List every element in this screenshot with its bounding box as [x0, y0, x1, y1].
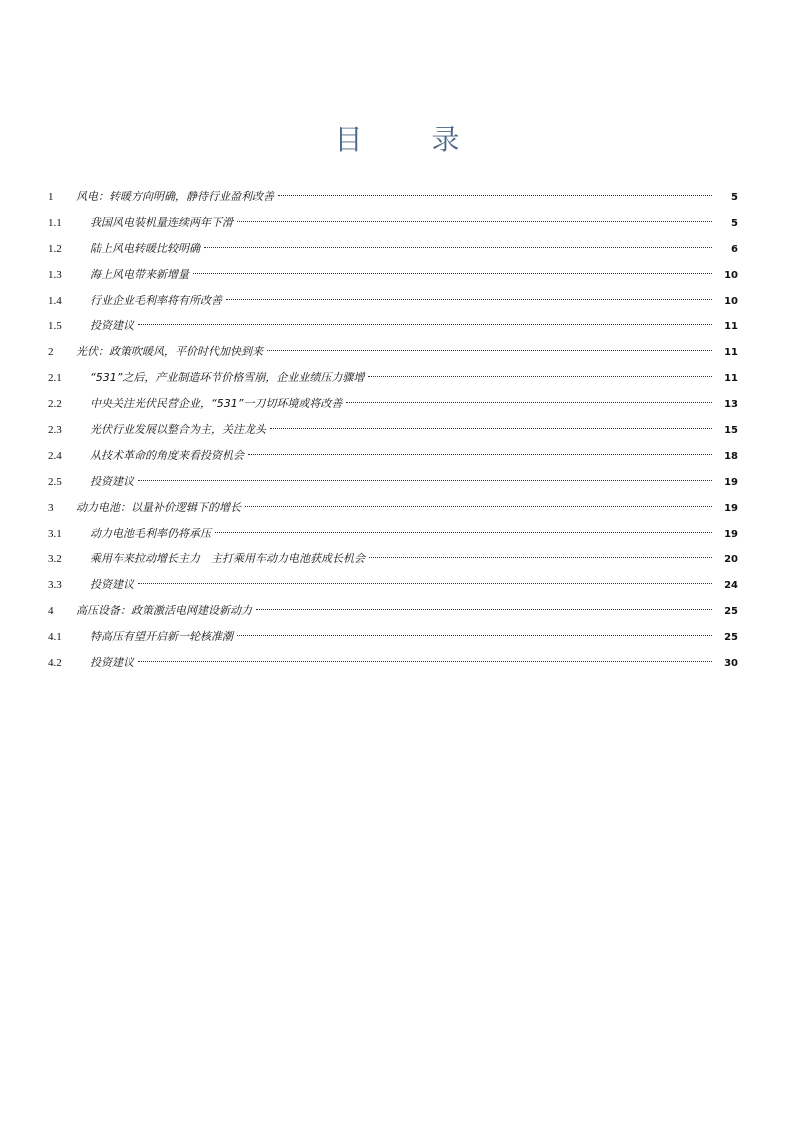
- toc-entry-title[interactable]: 动力电池毛利率仍将承压: [90, 526, 211, 540]
- toc-entry-page-number[interactable]: 5: [731, 192, 738, 203]
- toc-entry[interactable]: [48, 598, 738, 624]
- toc-entry[interactable]: [48, 417, 738, 443]
- toc-entry-page-number[interactable]: 19: [724, 528, 738, 540]
- toc-dot-leader: [346, 402, 712, 403]
- toc-entry[interactable]: [48, 572, 738, 598]
- toc-entry[interactable]: [48, 495, 738, 521]
- toc-entry-title[interactable]: 风电：转暖方向明确，静待行业盈利改善: [76, 190, 274, 203]
- toc-entry-page-number[interactable]: 19: [724, 502, 738, 514]
- toc-entry-page-number[interactable]: 18: [724, 450, 738, 462]
- toc-entry[interactable]: [48, 521, 738, 547]
- toc-entry-page-number[interactable]: 13: [724, 399, 738, 411]
- toc-entry-page-number[interactable]: 20: [724, 554, 738, 566]
- toc-entry[interactable]: [48, 650, 738, 676]
- toc-entry-title[interactable]: 投资建议: [90, 656, 134, 670]
- toc-entry-number: 1.4: [48, 294, 62, 307]
- toc-entry-page-number[interactable]: 15: [724, 425, 738, 437]
- toc-dot-leader: [248, 454, 712, 455]
- toc-entry-title[interactable]: 行业企业毛利率将有所改善: [90, 293, 222, 307]
- toc-entry-number: 2.4: [48, 449, 62, 462]
- toc-entry-page-number[interactable]: 5: [731, 217, 738, 229]
- toc-entry-title[interactable]: “531”之后，产业制造环节价格雪崩，企业业绩压力骤增: [90, 371, 365, 385]
- toc-dot-leader: [267, 350, 712, 351]
- toc-entry-number: 3.2: [48, 553, 62, 566]
- toc-entry[interactable]: [48, 624, 738, 650]
- toc-entry-title[interactable]: 动力电池：以量补价逻辑下的增长: [76, 500, 241, 514]
- toc-entry-number: 1.1: [48, 216, 62, 229]
- toc-entry-title[interactable]: 投资建议: [90, 578, 134, 592]
- toc-dot-leader: [369, 557, 712, 558]
- toc-entry-title[interactable]: 陆上风电转暖比较明确: [90, 241, 200, 255]
- toc-dot-leader: [256, 609, 712, 610]
- toc-dot-leader: [138, 583, 712, 584]
- toc-entry-number: 1.5: [48, 320, 62, 333]
- page-title: 目 录: [334, 123, 490, 156]
- toc-entry-number: 1.3: [48, 268, 62, 281]
- toc-entry[interactable]: [48, 339, 738, 365]
- toc-entry-number: 4: [48, 605, 54, 618]
- toc-entry-title[interactable]: 特高压有望开启新一轮核准潮: [90, 630, 233, 644]
- toc-entry-number: 3.1: [48, 527, 62, 540]
- table-of-contents: [48, 184, 738, 676]
- toc-dot-leader: [226, 299, 712, 300]
- toc-entry-page-number[interactable]: 10: [724, 295, 738, 307]
- toc-entry[interactable]: [48, 313, 738, 339]
- toc-entry-number: 1: [48, 191, 54, 203]
- toc-dot-leader: [237, 221, 712, 222]
- toc-dot-leader: [138, 480, 712, 481]
- toc-entry-page-number[interactable]: 11: [724, 347, 738, 359]
- toc-dot-leader: [237, 635, 712, 636]
- toc-entry-number: 1.2: [48, 242, 62, 255]
- toc-entry-number: 3.3: [48, 579, 62, 592]
- toc-entry-page-number[interactable]: 11: [724, 373, 738, 385]
- toc-entry-title[interactable]: 乘用车来拉动增长主力 主打乘用车动力电池获成长机会: [90, 552, 365, 566]
- toc-dot-leader: [368, 376, 712, 377]
- toc-entry[interactable]: [48, 469, 738, 495]
- toc-entry-page-number[interactable]: 25: [724, 606, 738, 618]
- toc-entry[interactable]: [48, 210, 738, 236]
- toc-dot-leader: [270, 428, 712, 429]
- toc-entry-number: 4.2: [48, 657, 62, 670]
- toc-entry-number: 2.1: [48, 372, 62, 385]
- toc-entry[interactable]: [48, 546, 738, 572]
- toc-entry[interactable]: [48, 184, 738, 210]
- toc-entry-page-number[interactable]: 24: [724, 580, 738, 592]
- toc-entry-number: 2.2: [48, 398, 62, 411]
- toc-entry-title[interactable]: 高压设备：政策激活电网建设新动力: [76, 604, 252, 618]
- toc-entry-number: 3: [48, 501, 54, 514]
- toc-dot-leader: [278, 195, 712, 196]
- toc-entry-title[interactable]: 从技术革命的角度来看投资机会: [90, 448, 244, 462]
- toc-entry-page-number[interactable]: 10: [724, 269, 738, 281]
- toc-entry-title[interactable]: 光伏：政策吹暖风，平价时代加快到来: [76, 345, 263, 359]
- toc-entry-number: 2.5: [48, 475, 62, 488]
- toc-entry-title[interactable]: 投资建议: [90, 319, 134, 333]
- toc-entry-title[interactable]: 我国风电装机量连续两年下滑: [90, 215, 233, 229]
- toc-dot-leader: [138, 324, 712, 325]
- toc-entry[interactable]: [48, 288, 738, 314]
- toc-dot-leader: [193, 273, 712, 274]
- toc-entry-page-number[interactable]: 25: [724, 632, 738, 644]
- toc-entry-page-number[interactable]: 11: [724, 321, 738, 333]
- toc-entry-title[interactable]: 投资建议: [90, 474, 134, 488]
- toc-dot-leader: [215, 532, 712, 533]
- toc-entry[interactable]: [48, 365, 738, 391]
- toc-entry-page-number[interactable]: 30: [724, 658, 738, 670]
- toc-entry-number: 2.3: [48, 424, 62, 437]
- toc-dot-leader: [204, 247, 712, 248]
- toc-entry-title[interactable]: 光伏行业发展以整合为主，关注龙头: [90, 423, 266, 437]
- toc-dot-leader: [138, 661, 712, 662]
- toc-entry-page-number[interactable]: 6: [731, 243, 738, 255]
- toc-entry[interactable]: [48, 262, 738, 288]
- toc-entry[interactable]: [48, 236, 738, 262]
- toc-dot-leader: [245, 506, 712, 507]
- toc-entry[interactable]: [48, 443, 738, 469]
- toc-entry-page-number[interactable]: 19: [724, 476, 738, 488]
- toc-entry-number: 4.1: [48, 631, 62, 644]
- toc-entry-title[interactable]: 中央关注光伏民营企业，“531”一刀切环境或将改善: [90, 397, 343, 411]
- toc-entry-number: 2: [48, 346, 54, 359]
- toc-entry[interactable]: [48, 391, 738, 417]
- toc-entry-title[interactable]: 海上风电带来新增量: [90, 267, 189, 281]
